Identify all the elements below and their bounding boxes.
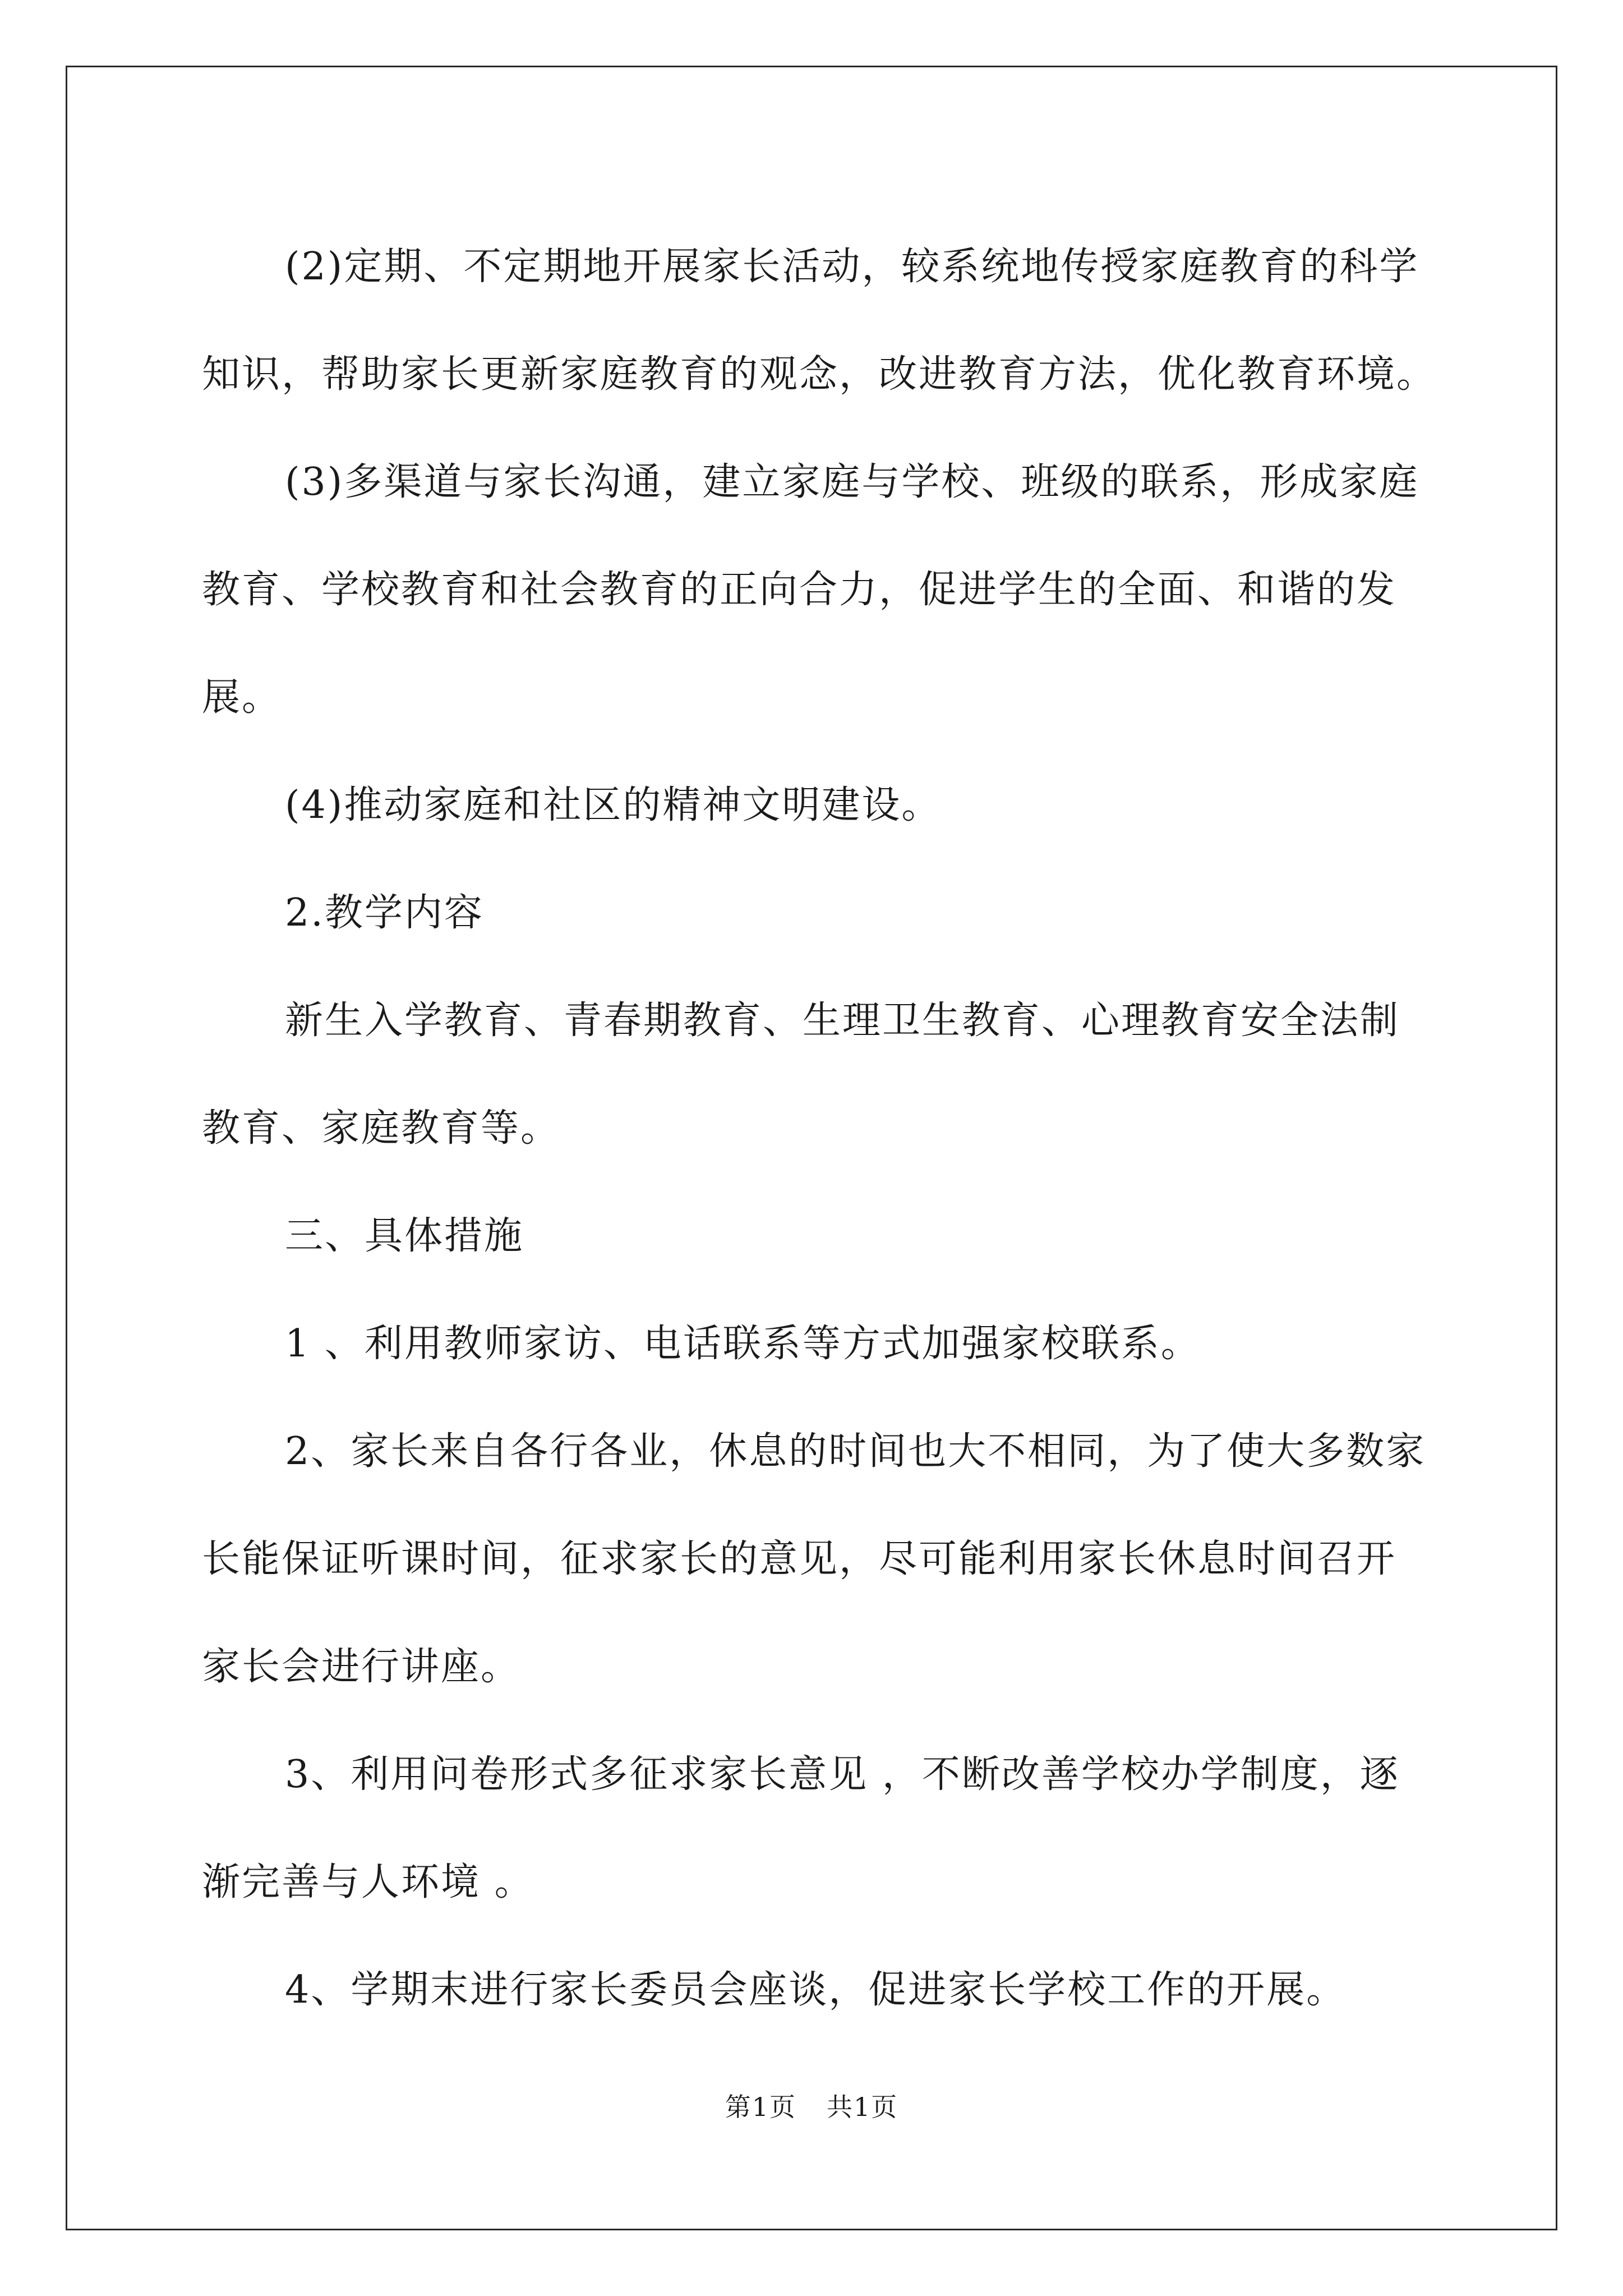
text-line: 新生入学教育、青春期教育、生理卫生教育、心理教育安全法制 (285, 999, 1400, 1043)
paragraph-goal-3 (202, 429, 1419, 752)
paragraph-measure-4 (202, 1936, 1419, 2044)
text-line: 家长会进行讲座。 (202, 1645, 521, 1689)
text-line: (2)定期、不定期地开展家长活动，较系统地传授家庭教育的科学 (285, 245, 1419, 289)
section-heading-teaching-content (202, 859, 1419, 967)
text-line: 三、具体措施 (285, 1214, 524, 1258)
page-number-current: 第1页 (725, 2092, 796, 2122)
text-line: 2、家长来自各行各业，休息的时间也大不相同，为了使大多数家 (285, 1429, 1426, 1474)
text-line: 4、学期末进行家长委员会座谈，促进家长学校工作的开展。 (285, 1968, 1347, 2012)
page-number-total: 共1页 (827, 2092, 898, 2122)
text-line: 1 、利用教师家访、电话联系等方式加强家校联系。 (285, 1322, 1201, 1366)
text-line: (4)推动家庭和社区的精神文明建设。 (285, 783, 942, 827)
text-line: 2.教学内容 (285, 891, 484, 935)
text-line: 渐完善与人环境 。 (202, 1860, 534, 1904)
text-line: 3、利用问卷形式多征求家长意见 ，不断改善学校办学制度，逐 (285, 1752, 1400, 1797)
paragraph-teaching-content (202, 967, 1419, 1182)
paragraph-goal-4 (202, 752, 1419, 859)
document-body (202, 213, 1437, 2044)
text-line: 知识，帮助家长更新家庭教育的观念，改进教育方法，优化教育环境。 (202, 352, 1437, 397)
paragraph-goal-2 (202, 213, 1437, 429)
text-line: 教育、学校教育和社会教育的正向合力，促进学生的全面、和谐的发 (202, 568, 1397, 612)
text-line: 展。 (202, 675, 282, 720)
paragraph-measure-3 (202, 1721, 1419, 1936)
paragraph-measure-1 (202, 1290, 1419, 1398)
page-footer (0, 2087, 1623, 2124)
text-line: 长能保证听课时间，征求家长的意见，尽可能利用家长休息时间召开 (202, 1537, 1397, 1581)
section-heading-measures (202, 1182, 1419, 1290)
text-line: (3)多渠道与家长沟通，建立家庭与学校、班级的联系，形成家庭 (285, 460, 1419, 504)
text-line: 教育、家庭教育等。 (202, 1106, 561, 1151)
paragraph-measure-2 (202, 1398, 1426, 1721)
